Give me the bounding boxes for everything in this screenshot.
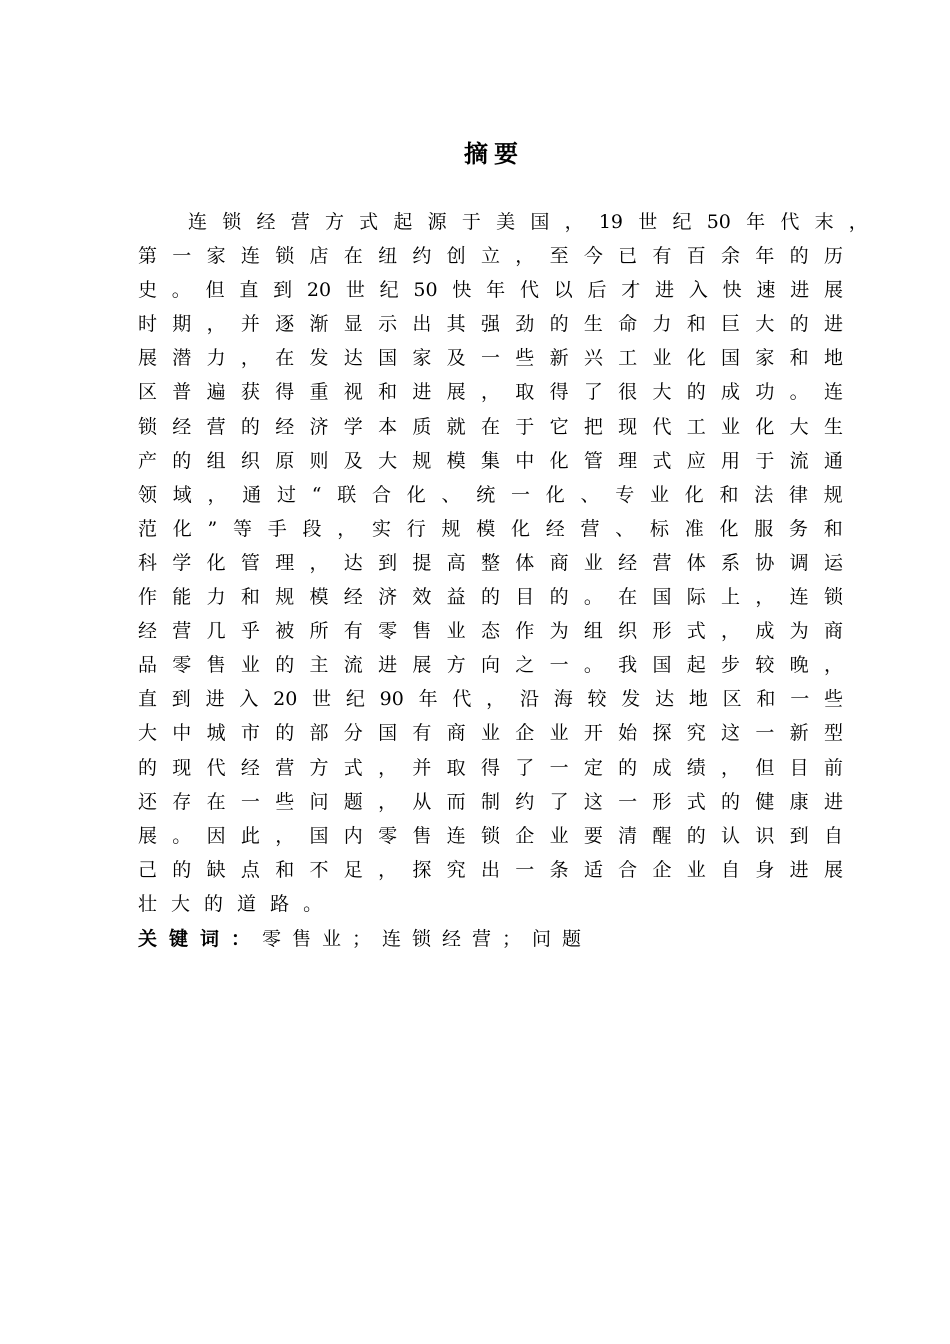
abstract-title: 摘要 <box>464 139 524 168</box>
abstract-line: 连 锁 经 营 方 式 起 源 于 美 国 ， 19 世 纪 50 年 代 末 ， <box>188 211 868 233</box>
keywords-text: 零售业；连锁经营；问题 <box>262 928 593 950</box>
abstract-line: 作 能 力 和 规 模 经 济 效 益 的 目 的 。 在 国 际 上 ， 连 锁 <box>138 586 843 609</box>
abstract-body <box>138 205 868 921</box>
keywords-line <box>138 922 592 956</box>
abstract-line: 锁 经 营 的 经 济 学 本 质 就 在 于 它 把 现 代 工 业 化 大 生 <box>138 415 843 438</box>
abstract-line: 大 中 城 市 的 部 分 国 有 商 业 企 业 开 始 探 究 这 一 新 型 <box>138 722 843 745</box>
abstract-line: 产 的 组 织 原 则 及 大 规 模 集 中 化 管 理 式 应 用 于 流 通 <box>138 449 843 472</box>
abstract-line: 还 存 在 一 些 问 题 ， 从 而 制 约 了 这 一 形 式 的 健 康 进 <box>138 790 843 813</box>
keywords-label: 关键词： <box>138 928 263 950</box>
abstract-line: 直 到 进 入 20 世 纪 90 年 代 ， 沿 海 较 发 达 地 区 和 一 些 <box>138 688 843 711</box>
abstract-line: 己 的 缺 点 和 不 足 ， 探 究 出 一 条 适 合 企 业 自 身 进 展 <box>138 858 843 881</box>
abstract-line: 的 现 代 经 营 方 式 ， 并 取 得 了 一 定 的 成 绩 ， 但 目 前 <box>138 756 843 779</box>
abstract-line: 史 。 但 直 到 20 世 纪 50 快 年 代 以 后 才 进 入 快 速 进 展 <box>138 279 843 302</box>
abstract-line: 区 普 遍 获 得 重 视 和 进 展 ， 取 得 了 很 大 的 成 功 。 连 <box>138 381 843 404</box>
abstract-line: 科 学 化 管 理 ， 达 到 提 高 整 体 商 业 经 营 体 系 协 调 运 <box>138 551 843 574</box>
abstract-line: 时 期 ， 并 逐 渐 显 示 出 其 强 劲 的 生 命 力 和 巨 大 的 进 <box>138 313 843 336</box>
abstract-line: 领 域 ， 通 过 “ 联 合 化 、 统 一 化 、 专 业 化 和 法 律 规 <box>138 483 843 506</box>
abstract-line: 范 化 ” 等 手 段 ， 实 行 规 模 化 经 营 、 标 准 化 服 务 和 <box>138 517 843 540</box>
abstract-line: 展 。 因 此 ， 国 内 零 售 连 锁 企 业 要 清 醒 的 认 识 到 自 <box>138 824 843 847</box>
abstract-line: 经 营 几 乎 被 所 有 零 售 业 态 作 为 组 织 形 式 ， 成 为 商 <box>138 620 843 643</box>
abstract-line: 壮 大 的 道 路 。 <box>138 892 323 915</box>
abstract-line: 展 潜 力 ， 在 发 达 国 家 及 一 些 新 兴 工 业 化 国 家 和 地 <box>138 347 843 370</box>
abstract-line: 第 一 家 连 锁 店 在 纽 约 创 立 ， 至 今 已 有 百 余 年 的 历 <box>138 245 843 268</box>
abstract-line: 品 零 售 业 的 主 流 进 展 方 向 之 一 。 我 国 起 步 较 晚 ， <box>138 654 843 677</box>
